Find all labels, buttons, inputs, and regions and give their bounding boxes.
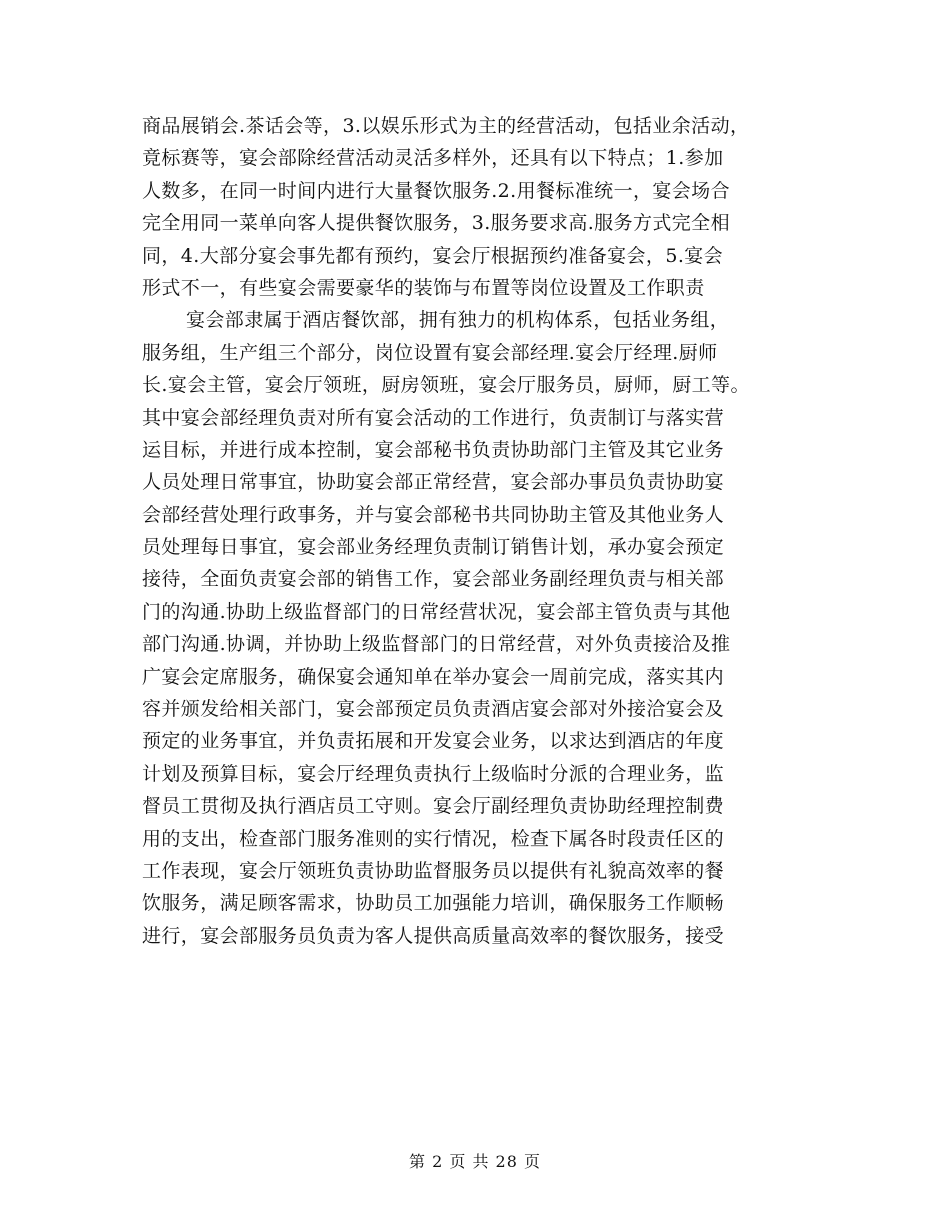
paragraph-start-line: 宴会部隶属于酒店餐饮部，拥有独力的机构体系，包括业务组， <box>186 309 730 332</box>
text-line: 同，4.大部分宴会事先都有预约，宴会厅根据预约准备宴会，5.宴会 <box>142 244 724 267</box>
text-line: 服务组，生产组三个部分，岗位设置有宴会部经理.宴会厅经理.厨师 <box>142 341 718 364</box>
text-line: 广宴会定席服务，确保宴会通知单在举办宴会一周前完成，落实其内 <box>142 665 725 688</box>
text-line: 竟标赛等，宴会部除经营活动灵活多样外，还具有以下特点；1.参加 <box>142 147 724 170</box>
text-line: 运目标，并进行成本控制，宴会部秘书负责协助部门主管及其它业务 <box>142 438 725 461</box>
text-line: 人员处理日常事宜，协助宴会部正常经营，宴会部办事员负责协助宴 <box>142 471 725 494</box>
text-line: 计划及预算目标，宴会厅经理负责执行上级临时分派的合理业务，监 <box>142 762 725 785</box>
text-line: 督员工贯彻及执行酒店员工守则。宴会厅副经理负责协助经理控制费 <box>142 795 725 818</box>
document-body <box>142 110 832 952</box>
text-line: 长.宴会主管，宴会厅领班，厨房领班，宴会厅服务员，厨师，厨工等。 <box>142 374 750 397</box>
page-number-footer: 第 2 页 共 28 页 <box>409 1152 541 1171</box>
text-line: 容并颁发给相关部门，宴会部预定员负责酒店宴会部对外接洽宴会及 <box>142 698 725 721</box>
text-line: 门的沟通.协助上级监督部门的日常经营状况，宴会部主管负责与其他 <box>142 600 731 623</box>
text-line: 商品展销会.茶话会等，3.以娱乐形式为主的经营活动，包括业余活动， <box>142 115 750 137</box>
text-line: 接待，全面负责宴会部的销售工作，宴会部业务副经理负责与相关部 <box>142 568 725 591</box>
text-line: 其中宴会部经理负责对所有宴会活动的工作进行，负责制订与落实营 <box>142 406 725 429</box>
text-line: 工作表现，宴会厅领班负责协助监督服务员以提供有礼貌高效率的餐 <box>142 859 725 882</box>
text-line: 饮服务，满足顾客需求，协助员工加强能力培训，确保服务工作顺畅 <box>142 892 725 915</box>
text-line: 人数多，在同一时间内进行大量餐饮服务.2.用餐标准统一，宴会场合 <box>142 179 730 202</box>
text-line: 员处理每日事宜，宴会部业务经理负责制订销售计划，承办宴会预定 <box>142 536 725 559</box>
text-line: 预定的业务事宜，并负责拓展和开发宴会业务，以求达到酒店的年度 <box>142 730 725 753</box>
text-line: 进行，宴会部服务员负责为客人提供高质量高效率的餐饮服务，接受 <box>142 924 725 947</box>
text-line: 完全用同一菜单向客人提供餐饮服务，3.服务要求高.服务方式完全相 <box>142 212 730 235</box>
text-line: 会部经营处理行政事务，并与宴会部秘书共同协助主管及其他业务人 <box>142 503 725 526</box>
text-line: 部门沟通.协调，并协助上级监督部门的日常经营，对外负责接洽及推 <box>142 633 731 656</box>
text-line: 形式不一，有些宴会需要豪华的装饰与布置等岗位设置及工作职责 <box>142 276 705 299</box>
text-line: 用的支出，检查部门服务准则的实行情况，检查下属各时段责任区的 <box>142 827 725 850</box>
